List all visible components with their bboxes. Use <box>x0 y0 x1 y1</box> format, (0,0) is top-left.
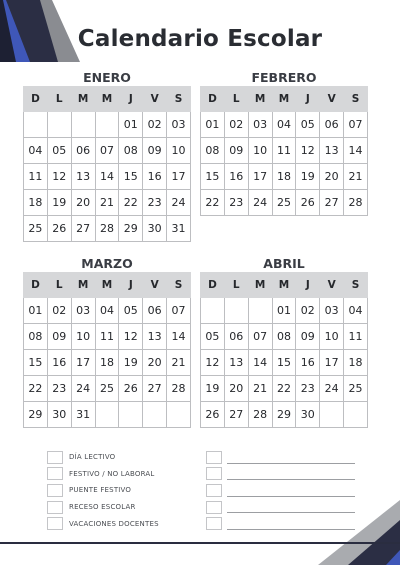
day-cell <box>344 402 368 428</box>
day-cell: 17 <box>71 350 95 376</box>
day-cell: 10 <box>71 324 95 350</box>
weekday-header: D <box>201 87 225 112</box>
weekday-header: L <box>47 87 71 112</box>
day-cell: 22 <box>24 376 48 402</box>
day-cell: 21 <box>344 164 368 190</box>
day-cell: 09 <box>143 138 167 164</box>
day-cell: 15 <box>119 164 143 190</box>
day-cell: 28 <box>248 402 272 428</box>
week-row <box>201 324 368 350</box>
legend-label: RECESO ESCOLAR <box>69 503 136 512</box>
month-name: MARZO <box>81 256 133 271</box>
day-cell: 02 <box>296 298 320 324</box>
weekday-header-row <box>201 87 368 112</box>
note-row <box>206 482 355 499</box>
day-cell: 12 <box>201 350 225 376</box>
day-cell: 13 <box>71 164 95 190</box>
legend-color-box <box>47 467 63 480</box>
day-cell: 28 <box>344 190 368 216</box>
day-cell: 13 <box>320 138 344 164</box>
weekday-header: V <box>320 273 344 298</box>
day-cell: 13 <box>224 350 248 376</box>
day-cell: 08 <box>201 138 225 164</box>
day-cell: 26 <box>201 402 225 428</box>
day-cell: 11 <box>95 324 119 350</box>
month-febrero <box>200 70 368 216</box>
day-cell: 08 <box>119 138 143 164</box>
day-cell: 11 <box>344 324 368 350</box>
day-cell: 03 <box>167 112 191 138</box>
day-cell: 17 <box>320 350 344 376</box>
day-cell: 25 <box>344 376 368 402</box>
month-grid <box>200 272 368 428</box>
month-name: FEBRERO <box>251 70 317 85</box>
legend-label: DÍA LECTIVO <box>69 453 116 462</box>
day-cell: 15 <box>201 164 225 190</box>
month-name: ABRIL <box>263 256 305 271</box>
day-cell: 01 <box>24 298 48 324</box>
week-row <box>201 376 368 402</box>
week-row <box>24 350 191 376</box>
bottom-divider <box>0 542 400 544</box>
weekday-header-row <box>24 273 191 298</box>
day-cell: 30 <box>296 402 320 428</box>
weekday-header-row <box>201 273 368 298</box>
week-row <box>24 138 191 164</box>
weekday-header: S <box>167 273 191 298</box>
day-cell: 06 <box>224 324 248 350</box>
day-cell: 02 <box>47 298 71 324</box>
legend-label: VACACIONES DOCENTES <box>69 519 159 528</box>
day-cell: 16 <box>47 350 71 376</box>
weekday-header: M <box>95 273 119 298</box>
day-cell: 26 <box>296 190 320 216</box>
day-cell: 01 <box>119 112 143 138</box>
weekday-header-row <box>24 87 191 112</box>
weekday-header: S <box>344 273 368 298</box>
day-cell: 19 <box>47 190 71 216</box>
month-grid <box>23 272 191 428</box>
weekday-header: D <box>201 273 225 298</box>
week-row <box>201 190 368 216</box>
note-box <box>206 451 222 464</box>
legend-item-vacaciones-docentes <box>47 515 159 532</box>
day-cell: 15 <box>272 350 296 376</box>
note-box <box>206 484 222 497</box>
day-cell: 23 <box>143 190 167 216</box>
day-cell <box>119 402 143 428</box>
day-cell: 06 <box>143 298 167 324</box>
day-cell: 25 <box>272 190 296 216</box>
day-cell: 26 <box>119 376 143 402</box>
weekday-header: J <box>119 87 143 112</box>
day-cell: 22 <box>201 190 225 216</box>
day-cell: 27 <box>71 216 95 242</box>
day-cell: 29 <box>272 402 296 428</box>
day-cell: 20 <box>143 350 167 376</box>
week-row <box>201 402 368 428</box>
notes-list <box>206 449 355 532</box>
note-line <box>227 512 355 513</box>
note-box <box>206 467 222 480</box>
note-line <box>227 479 355 480</box>
weekday-header: V <box>320 87 344 112</box>
legend-color-box <box>47 501 63 514</box>
day-cell <box>320 402 344 428</box>
day-cell: 19 <box>119 350 143 376</box>
note-line <box>227 463 355 464</box>
weekday-header: L <box>224 273 248 298</box>
day-cell: 04 <box>24 138 48 164</box>
day-cell: 07 <box>248 324 272 350</box>
day-cell: 31 <box>167 216 191 242</box>
day-cell: 14 <box>167 324 191 350</box>
legend <box>47 449 159 532</box>
day-cell: 04 <box>272 112 296 138</box>
day-cell: 26 <box>47 216 71 242</box>
day-cell: 12 <box>119 324 143 350</box>
day-cell: 18 <box>95 350 119 376</box>
weekday-header: S <box>167 87 191 112</box>
week-row <box>24 324 191 350</box>
weekday-header: L <box>47 273 71 298</box>
note-line <box>227 529 355 530</box>
day-cell: 17 <box>248 164 272 190</box>
day-cell <box>167 402 191 428</box>
day-cell: 01 <box>272 298 296 324</box>
day-cell <box>95 402 119 428</box>
day-cell: 31 <box>71 402 95 428</box>
month-enero <box>23 70 191 242</box>
week-row <box>24 164 191 190</box>
day-cell: 23 <box>47 376 71 402</box>
weekday-header: M <box>248 87 272 112</box>
day-cell: 27 <box>320 190 344 216</box>
day-cell: 03 <box>320 298 344 324</box>
note-row <box>206 515 355 532</box>
day-cell: 07 <box>167 298 191 324</box>
day-cell: 16 <box>224 164 248 190</box>
day-cell: 07 <box>344 112 368 138</box>
weekday-header: J <box>119 273 143 298</box>
week-row <box>201 350 368 376</box>
day-cell: 05 <box>296 112 320 138</box>
note-row <box>206 499 355 516</box>
week-row <box>24 112 191 138</box>
day-cell: 24 <box>248 190 272 216</box>
weekday-header: M <box>272 87 296 112</box>
day-cell: 01 <box>201 112 225 138</box>
day-cell: 19 <box>201 376 225 402</box>
day-cell: 16 <box>296 350 320 376</box>
legend-item-dia-lectivo <box>47 449 159 466</box>
day-cell: 22 <box>119 190 143 216</box>
day-cell: 02 <box>143 112 167 138</box>
legend-color-box <box>47 451 63 464</box>
weekday-header: J <box>296 87 320 112</box>
day-cell: 29 <box>119 216 143 242</box>
day-cell: 10 <box>248 138 272 164</box>
day-cell: 24 <box>167 190 191 216</box>
month-abril <box>200 256 368 428</box>
day-cell: 20 <box>320 164 344 190</box>
day-cell: 28 <box>95 216 119 242</box>
legend-label: FESTIVO / NO LABORAL <box>69 469 155 478</box>
day-cell: 04 <box>95 298 119 324</box>
legend-item-festivo <box>47 466 159 483</box>
week-row <box>24 298 191 324</box>
day-cell: 11 <box>24 164 48 190</box>
weekday-header: S <box>344 87 368 112</box>
weekday-header: D <box>24 273 48 298</box>
day-cell: 18 <box>344 350 368 376</box>
day-cell: 24 <box>71 376 95 402</box>
month-grid <box>200 86 368 216</box>
day-cell: 20 <box>71 190 95 216</box>
day-cell: 30 <box>47 402 71 428</box>
legend-label: PUENTE FESTIVO <box>69 486 132 495</box>
day-cell: 19 <box>296 164 320 190</box>
day-cell: 23 <box>296 376 320 402</box>
week-row <box>24 216 191 242</box>
day-cell: 09 <box>47 324 71 350</box>
day-cell: 25 <box>95 376 119 402</box>
note-box <box>206 517 222 530</box>
day-cell: 17 <box>167 164 191 190</box>
day-cell: 21 <box>95 190 119 216</box>
day-cell <box>95 112 119 138</box>
note-row <box>206 449 355 466</box>
day-cell <box>224 298 248 324</box>
day-cell: 24 <box>320 376 344 402</box>
weekday-header: V <box>143 87 167 112</box>
day-cell <box>201 298 225 324</box>
weekday-header: J <box>296 273 320 298</box>
day-cell: 15 <box>24 350 48 376</box>
month-marzo <box>23 256 191 428</box>
day-cell: 13 <box>143 324 167 350</box>
day-cell: 14 <box>248 350 272 376</box>
day-cell <box>248 298 272 324</box>
weekday-header: L <box>224 87 248 112</box>
note-row <box>206 466 355 483</box>
day-cell: 09 <box>296 324 320 350</box>
day-cell: 27 <box>143 376 167 402</box>
day-cell: 18 <box>272 164 296 190</box>
weekday-header: D <box>24 87 48 112</box>
day-cell: 16 <box>143 164 167 190</box>
day-cell: 20 <box>224 376 248 402</box>
day-cell <box>47 112 71 138</box>
day-cell: 14 <box>95 164 119 190</box>
day-cell: 03 <box>71 298 95 324</box>
note-box <box>206 501 222 514</box>
week-row <box>201 138 368 164</box>
week-row <box>24 402 191 428</box>
day-cell: 08 <box>24 324 48 350</box>
day-cell: 10 <box>320 324 344 350</box>
day-cell: 28 <box>167 376 191 402</box>
weekday-header: M <box>71 273 95 298</box>
day-cell: 23 <box>224 190 248 216</box>
page-title: Calendario Escolar <box>77 26 323 52</box>
weekday-header: M <box>95 87 119 112</box>
weekday-header: M <box>272 273 296 298</box>
day-cell: 12 <box>296 138 320 164</box>
day-cell: 29 <box>24 402 48 428</box>
day-cell: 25 <box>24 216 48 242</box>
day-cell: 21 <box>248 376 272 402</box>
day-cell <box>71 112 95 138</box>
day-cell: 22 <box>272 376 296 402</box>
week-row <box>201 112 368 138</box>
month-name: ENERO <box>83 70 131 85</box>
day-cell <box>24 112 48 138</box>
day-cell: 21 <box>167 350 191 376</box>
week-row <box>201 164 368 190</box>
legend-item-puente-festivo <box>47 482 159 499</box>
weekday-header: M <box>248 273 272 298</box>
month-grid <box>23 86 191 242</box>
weekday-header: M <box>71 87 95 112</box>
week-row <box>24 376 191 402</box>
note-line <box>227 496 355 497</box>
day-cell: 07 <box>95 138 119 164</box>
day-cell: 02 <box>224 112 248 138</box>
day-cell: 18 <box>24 190 48 216</box>
day-cell: 12 <box>47 164 71 190</box>
day-cell: 04 <box>344 298 368 324</box>
day-cell <box>143 402 167 428</box>
day-cell: 09 <box>224 138 248 164</box>
legend-color-box <box>47 484 63 497</box>
weekday-header: V <box>143 273 167 298</box>
day-cell: 14 <box>344 138 368 164</box>
legend-color-box <box>47 517 63 530</box>
week-row <box>24 190 191 216</box>
legend-item-receso-escolar <box>47 499 159 516</box>
day-cell: 11 <box>272 138 296 164</box>
day-cell: 27 <box>224 402 248 428</box>
day-cell: 06 <box>71 138 95 164</box>
week-row <box>201 298 368 324</box>
day-cell: 08 <box>272 324 296 350</box>
day-cell: 05 <box>47 138 71 164</box>
day-cell: 05 <box>201 324 225 350</box>
day-cell: 06 <box>320 112 344 138</box>
day-cell: 10 <box>167 138 191 164</box>
day-cell: 03 <box>248 112 272 138</box>
day-cell: 05 <box>119 298 143 324</box>
day-cell: 30 <box>143 216 167 242</box>
